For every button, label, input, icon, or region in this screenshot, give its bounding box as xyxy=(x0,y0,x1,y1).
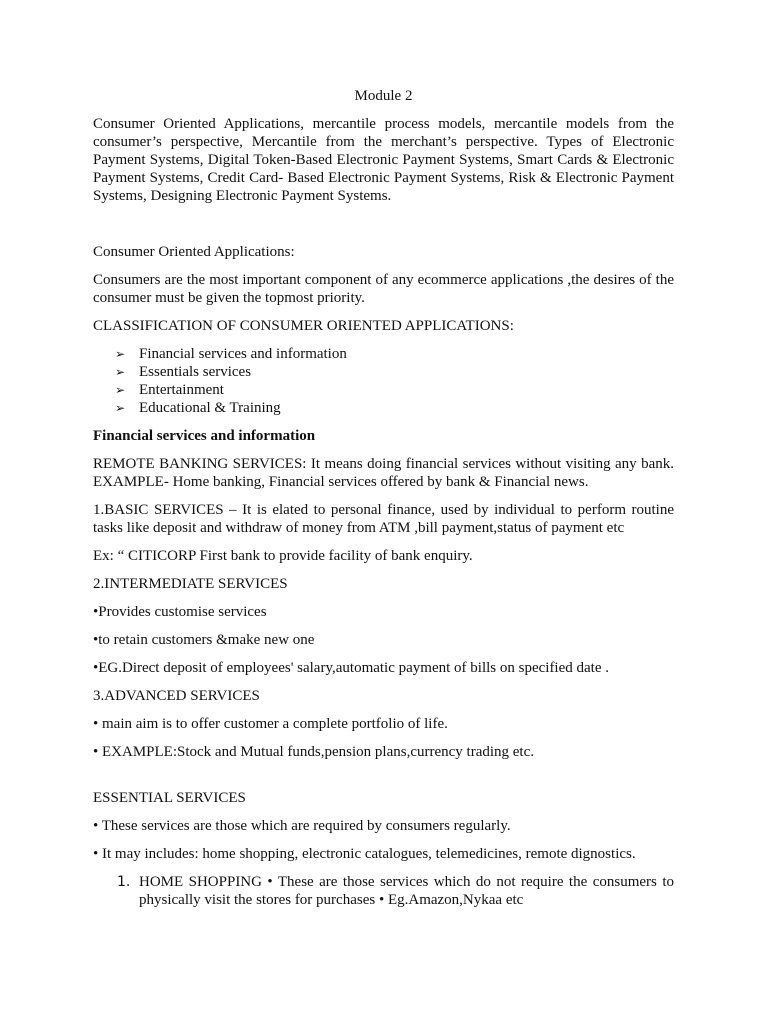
list-item xyxy=(115,381,674,399)
classification-heading: CLASSIFICATION OF CONSUMER ORIENTED APPLICATIONS: xyxy=(93,318,514,334)
list-item xyxy=(115,363,674,381)
advanced-point: • EXAMPLE:Stock and Mutual funds,pension plans,currency trading etc. xyxy=(93,744,534,760)
spacer xyxy=(93,215,674,243)
remote-banking-paragraph: REMOTE BANKING SERVICES: It means doing financial services without visiting any bank. EXAMPLE- Home banking, Financial services offered by bank & Financial news. xyxy=(93,456,674,490)
essential-services-heading: ESSENTIAL SERVICES xyxy=(93,790,246,806)
arrow-bullet-icon: ➢ xyxy=(115,401,126,415)
list-item xyxy=(115,399,674,417)
citicorp-example: Ex: “ CITICORP First bank to provide facility of bank enquiry. xyxy=(93,548,473,564)
arrow-bullet-icon: ➢ xyxy=(115,383,126,397)
section-heading-consumer-apps: Consumer Oriented Applications: xyxy=(93,244,295,260)
financial-services-heading: Financial services and information xyxy=(93,428,316,444)
list-item-label: Educational & Training xyxy=(139,400,281,416)
essential-numbered-list xyxy=(93,873,674,909)
intro-paragraph: Consumer Oriented Applications, mercantile process models, mercantile models from the consumer’s perspective, Mercantile from the merchant’s perspective. Types of Electronic Payment Systems, Digital Token-Based Electronic Payment Systems, Smart Cards & Electronic Payment Systems, Credit Card- Based Electronic Payment Systems, Risk & Electronic Payment Systems, Designing Electronic Payment Systems. xyxy=(93,116,674,204)
list-item xyxy=(115,345,674,363)
intermediate-point: •EG.Direct deposit of employees' salary,automatic payment of bills on specified date . xyxy=(93,660,609,676)
basic-services-paragraph: 1.BASIC SERVICES – It is elated to personal finance, used by individual to perform routine tasks like deposit and withdraw of money from ATM ,bill payment,status of payment etc xyxy=(93,502,674,536)
intermediate-point: •Provides customise services xyxy=(93,604,267,620)
intermediate-point: •to retain customers &make new one xyxy=(93,632,315,648)
list-item-label: Essentials services xyxy=(139,364,252,380)
list-item xyxy=(115,873,674,909)
module-title: Module 2 xyxy=(354,88,413,104)
essential-point: • It may includes: home shopping, electronic catalogues, telemedicines, remote dignostics. xyxy=(93,846,636,862)
advanced-point: • main aim is to offer customer a complete portfolio of life. xyxy=(93,716,448,732)
intermediate-services-heading: 2.INTERMEDIATE SERVICES xyxy=(93,576,288,592)
list-number: 1. xyxy=(117,874,131,890)
advanced-services-heading: 3.ADVANCED SERVICES xyxy=(93,688,260,704)
document-body xyxy=(93,87,674,909)
arrow-bullet-icon: ➢ xyxy=(115,347,126,361)
essential-point: • These services are those which are required by consumers regularly. xyxy=(93,818,511,834)
classification-list xyxy=(93,345,674,417)
home-shopping-text: HOME SHOPPING • These are those services which do not require the consumers to physically visit the stores for purchases • Eg.Amazon,Nykaa etc xyxy=(139,874,674,908)
list-item-label: Financial services and information xyxy=(139,346,347,362)
list-item-label: Entertainment xyxy=(139,382,224,398)
arrow-bullet-icon: ➢ xyxy=(115,365,126,379)
consumer-apps-paragraph: Consumers are the most important component of any ecommerce applications ,the desires of the consumer must be given the topmost priority. xyxy=(93,272,674,306)
spacer xyxy=(93,771,674,789)
